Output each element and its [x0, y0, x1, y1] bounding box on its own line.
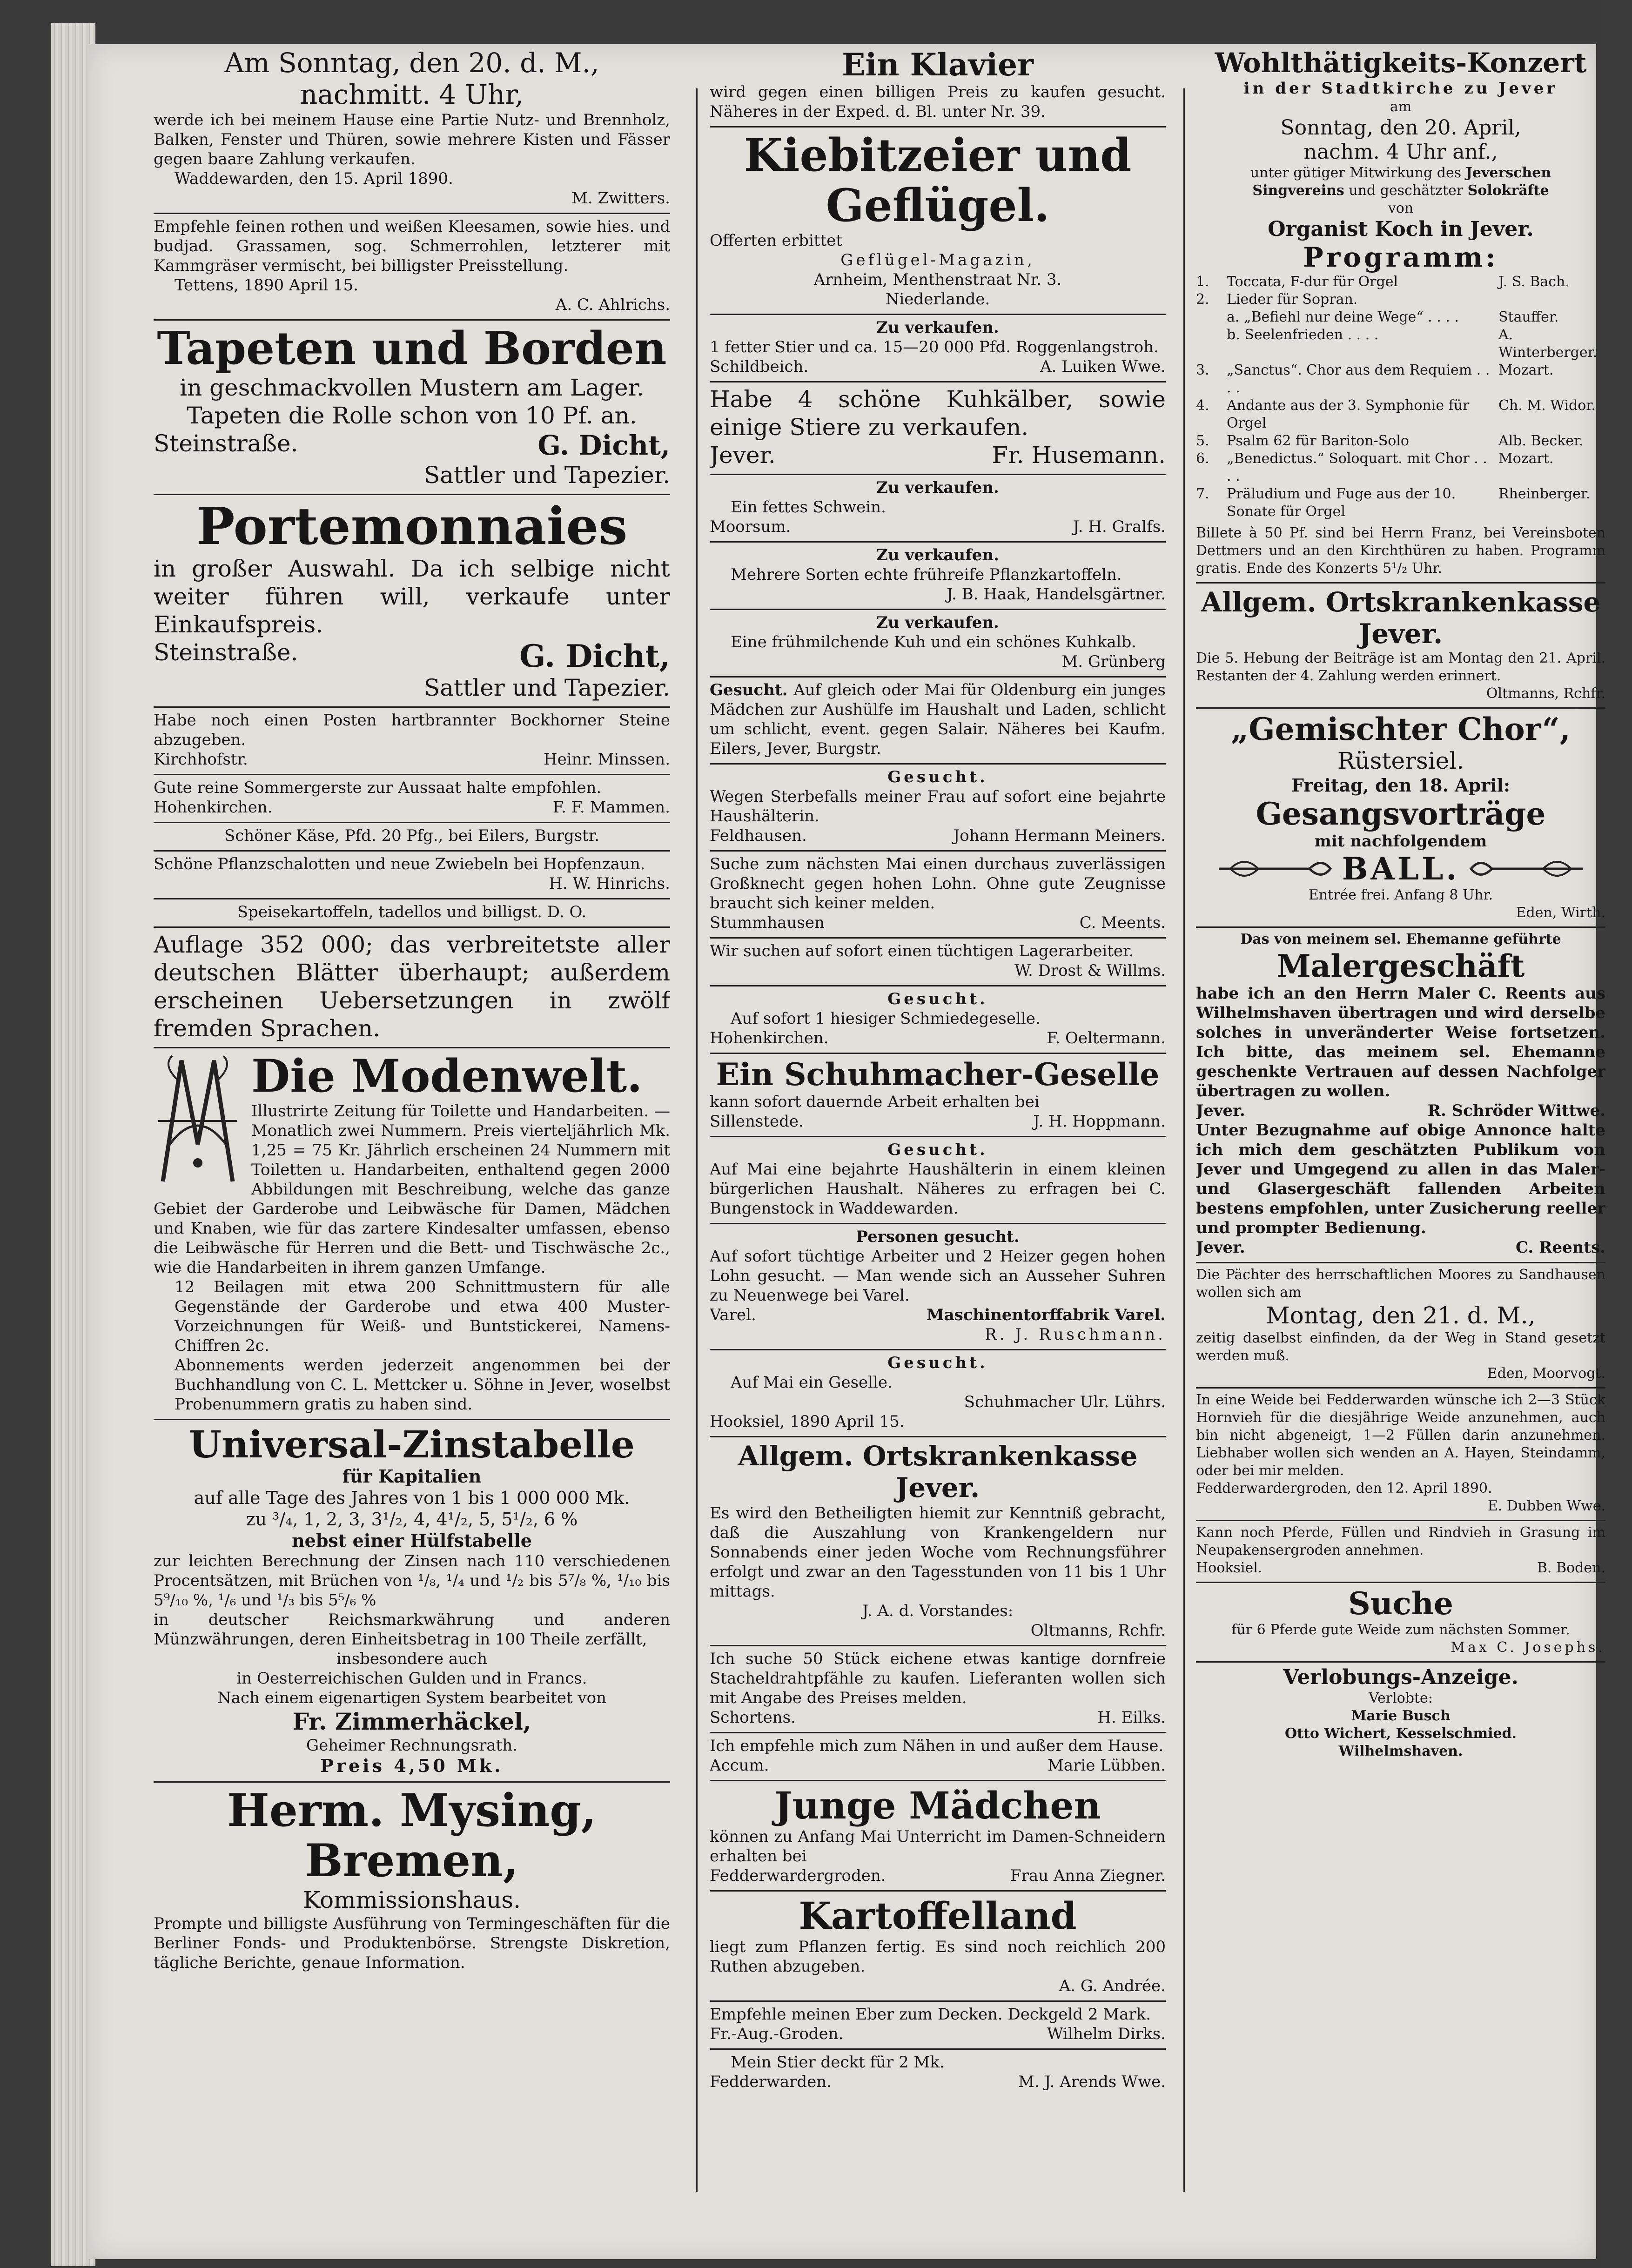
ad-place: Kirchhofstr. — [154, 750, 248, 769]
ad-title: Junge Mädchen — [774, 1784, 1101, 1827]
ad-schwein — [710, 475, 1166, 543]
ad-title: Universal-Zinstabelle — [189, 1423, 635, 1466]
ad-body: Wir suchen auf sofort einen tüchtigen Lagerarbeiter. — [710, 942, 1134, 960]
ad-suche-weide — [1196, 1583, 1605, 1663]
ad-signature: J. H. Gralfs. — [1073, 517, 1166, 536]
ad-stacheldrahtpfaehle — [710, 1646, 1166, 1733]
ad-place: Steinstraße. — [154, 430, 298, 457]
ad-body: Ich empfehle mich zum Nähen in und außer dem Hause. — [710, 1737, 1164, 1755]
ornament-right-icon — [1469, 852, 1585, 885]
ad-signature: H. Eilks. — [1097, 1708, 1166, 1727]
ad-signature: M. Grünberg — [1061, 652, 1166, 671]
program-item — [1196, 362, 1605, 397]
ad-eber — [710, 2002, 1166, 2050]
ad-place: Fedderwardergroden. — [710, 1866, 886, 1885]
ad-author: Fr. Zimmerhäckel, — [292, 1708, 531, 1735]
ball-label: BALL. — [1342, 851, 1460, 887]
ad-place: Hohenkirchen. — [710, 1029, 829, 1047]
ad-body: Ich suche 50 Stück eichene etwas kantige dornfreie Stacheldrahtpfähle zu kaufen. Lieferanten wollen sich mit Angabe des Preises melden. — [710, 1650, 1166, 1707]
ad-line: mit nachfolgendem — [1314, 832, 1487, 851]
ad-signature: C. Reents. — [1515, 1238, 1605, 1257]
ad-kiebitzeier — [710, 127, 1166, 315]
ad-place: Fedderwardergroden, den 12. April 1890. — [1196, 1480, 1492, 1496]
ad-stier-luiken — [710, 315, 1166, 382]
ad-ortskrankenkasse-hebung — [1196, 584, 1605, 709]
ad-line: in Oesterreichischen Gulden und in Francs. — [236, 1669, 587, 1688]
ad-signature: Wilhelm Dirks. — [1047, 2025, 1166, 2043]
ad-author-role: Geheimer Rechnungsrath. — [306, 1736, 518, 1755]
ad-place: Hohenkirchen. — [154, 798, 273, 817]
ad-place: Schildbeich. — [710, 357, 809, 376]
ad-body: Suche zum nächsten Mai einen durchaus zuverlässigen Großknecht gegen hohen Lohn. Ohne gute Zeugnisse braucht sich keiner melden. — [710, 855, 1166, 913]
ad-title: Allgem. Ortskrankenkasse Jever. — [1201, 586, 1601, 650]
ad-body: werde ich bei meinem Hause eine Partie Nutz- und Brennholz, Balken, Fenster und Thüren, sowie mehrere Kisten und Fässer gegen baare Zahlung verkaufen. — [154, 111, 670, 168]
ad-signature: Eden, Wirth. — [1516, 905, 1605, 921]
ad-performer: Organist Koch in Jever. — [1268, 217, 1534, 241]
program-number: 3. — [1196, 362, 1209, 378]
ad-place: Jever. — [710, 442, 776, 469]
ad-body: 1 fetter Stier und ca. 15—20 000 Pfd. Roggenlangstroh. — [710, 338, 1159, 356]
program-composer: Alb. Becker. — [1498, 433, 1584, 449]
ad-line: am — [1390, 99, 1412, 115]
ad-line: in geschmackvollen Mustern am Lager. — [180, 374, 644, 401]
ad-signature: C. Meents. — [1079, 913, 1166, 932]
program-title: „Sanctus“. Chor aus dem Requiem . . . . — [1227, 362, 1490, 396]
program-number: 7. — [1196, 486, 1209, 502]
ad-auflage — [154, 928, 670, 1048]
ad-title: Ein Klavier — [842, 47, 1034, 83]
ad-body: Die 5. Hebung der Beiträge ist am Montag den 21. April. Restanten der 4. Zahlung werden erinnert. — [1196, 650, 1605, 684]
ad-body: Abonnements werden jederzeit angenommen bei der Buchhandlung von C. L. Mettcker u. Söhne in Jever, woselbst Probenummern gratis zu haben sind. — [175, 1356, 670, 1414]
ad-title: Herm. Mysing, Bremen, — [227, 1784, 597, 1887]
ad-kleesamen — [154, 214, 670, 321]
ad-line: Solokräfte — [1467, 182, 1549, 199]
ad-line: zu ³/₄, 1, 2, 3, 3¹/₂, 4, 4¹/₂, 5, 5¹/₂, 6 % — [246, 1509, 578, 1530]
program-composer: J. S. Bach. — [1498, 274, 1570, 290]
ad-signature: Oltmanns, Rchfr. — [1486, 685, 1605, 702]
program-heading: Programm: — [1303, 242, 1498, 273]
ad-line: Das von meinem sel. Ehemanne geführte — [1240, 931, 1561, 947]
ad-gemischter-chor — [1196, 709, 1605, 928]
ad-line: nebst einer Hülfstabelle — [292, 1530, 532, 1551]
ad-body: wird gegen einen billigen Preis zu kaufen gesucht. Näheres in der Exped. d. Bl. unter Nr. 39. — [710, 83, 1166, 121]
ad-moor-paechter — [1196, 1263, 1605, 1389]
ad-signature: G. Dicht, — [519, 638, 670, 674]
ad-name: Otto Wichert, Kesselschmied. — [1285, 1725, 1517, 1742]
ad-body: können zu Anfang Mai Unterricht im Damen-Schneidern erhalten bei — [710, 1827, 1166, 1865]
ad-body: Schöner Käse, Pfd. 20 Pfg., bei Eilers, Burgstr. — [224, 826, 600, 845]
ad-signature: J. A. d. Vorstandes: — [862, 1602, 1014, 1620]
ad-maedchen-oldenburg — [710, 678, 1166, 765]
ad-place: Tettens, 1890 April 15. — [175, 276, 359, 295]
ad-title: Suche — [1348, 1585, 1453, 1622]
ad-heading: Zu verkaufen. — [876, 318, 999, 337]
ad-heading: Gesucht. — [887, 1354, 988, 1372]
ad-line: Offerten erbittet — [710, 231, 843, 250]
column-left — [154, 44, 670, 2194]
ad-schalotten — [154, 852, 670, 899]
ad-malergeschaeft — [1196, 928, 1605, 1263]
ad-modenwelt — [154, 1048, 670, 1420]
ad-lagerarbeiter — [710, 939, 1166, 986]
program-composer: Ch. M. Widor. — [1498, 397, 1596, 414]
ad-heading: nachmitt. 4 Uhr, — [300, 79, 524, 110]
ad-body: In eine Weide bei Fedderwarden wünsche ich 2—3 Stück Hornvieh für die diesjährige Weide anzunehmen, auch bin nicht abgeneigt, 1—2 Füllen darin anzunehmen. Liebhaber wollen sich wenden an A. Hayen, Steindamm, oder bei mir melden. — [1196, 1392, 1605, 1479]
ad-place: Accum. — [710, 1756, 769, 1775]
ad-body: Auf gleich oder Mai für Oldenburg ein junges Mädchen zur Aushülfe im Haushalt und Laden, schlicht um schlicht, event. gegen Salair. Näheres bei Kaufm. Eilers, Jever, Burgstr. — [710, 681, 1166, 758]
program-composer: Stauffer. — [1498, 309, 1559, 325]
ad-body: Eine frühmilchende Kuh und ein schönes Kuhkalb. — [731, 633, 1137, 651]
ad-body: Kann noch Pferde, Füllen und Rindvieh in Grasung im Neupakensergroden annehmen. — [1196, 1524, 1605, 1558]
program-composer: Rheinberger. — [1498, 486, 1591, 502]
ad-signature: F. F. Mammen. — [552, 798, 670, 817]
ad-signature: Marie Lübben. — [1048, 1756, 1166, 1775]
ad-klavier — [710, 44, 1166, 127]
ad-heading: Gesucht. — [887, 768, 988, 786]
ad-subtitle: für Kapitalien — [342, 1466, 482, 1487]
scan-background — [1601, 0, 1632, 2268]
ad-place: Jever. — [1196, 1238, 1245, 1257]
ad-place: Varel. — [710, 1306, 756, 1324]
ad-grasung — [1196, 1521, 1605, 1583]
ad-place: Steinstraße. — [154, 639, 298, 666]
ad-line: Verlobte: — [1369, 1690, 1433, 1706]
ad-title: Die Modenwelt. — [251, 1050, 643, 1102]
ad-line: Singvereins — [1252, 182, 1344, 199]
ad-ortskrankenkasse-auszahlung — [710, 1437, 1166, 1646]
ad-heading: Personen gesucht. — [856, 1228, 1020, 1246]
ad-signature: G. Dicht, — [537, 429, 670, 461]
ad-signature: M. J. Arends Wwe. — [1018, 2073, 1166, 2091]
ad-line: und geschätzter — [1349, 182, 1464, 199]
program-title: „Benedictus.“ Soloquart. mit Chor . . . . — [1227, 450, 1487, 484]
ad-title: Verlobungs-Anzeige. — [1283, 1665, 1518, 1689]
program-item — [1196, 432, 1605, 450]
program-composer: A. Winterberger. — [1498, 327, 1598, 361]
program-item — [1196, 273, 1605, 291]
ad-body: Wegen Sterbefalls meiner Frau auf sofort eine bejahrte Haushälterin. — [710, 787, 1166, 825]
program-item — [1196, 291, 1605, 309]
ad-signature: R. Schröder Wittwe. — [1427, 1101, 1605, 1120]
ad-name: Marie Busch — [1351, 1708, 1451, 1724]
ad-body: habe ich an den Herrn Maler C. Reents aus Wilhelmshaven übertragen und wird derselbe solches in unveränderter Weise fortsetzen. Ich bitte, das meinem sel. Ehemanne geschenkte Vertrauen auf dessen Nachfolger übertragen zu wollen. — [1196, 984, 1605, 1100]
ad-body: liegt zum Pflanzen fertig. Es sind noch reichlich 200 Ruthen abzugeben. — [710, 1938, 1166, 1976]
program-number: 6. — [1196, 450, 1209, 467]
ad-footer: Entrée frei. Anfang 8 Uhr. — [1308, 887, 1493, 903]
program-item — [1196, 485, 1605, 521]
ad-body: Auf sofort tüchtige Arbeiter und 2 Heizer gegen hohen Lohn gesucht. — Man wende sich an Ausseher Suhren zu Neuenwege bei Varel. — [710, 1247, 1166, 1305]
ornament-left-icon — [1216, 852, 1333, 885]
ad-place: Hooksiel. — [1196, 1560, 1263, 1576]
ad-address: Niederlande. — [885, 290, 990, 309]
ad-personen-gesucht — [710, 1224, 1166, 1350]
ad-kartoffelland — [710, 1892, 1166, 2002]
ad-time: nachm. 4 Uhr anf., — [1303, 140, 1498, 164]
ad-footer: Billete à 50 Pf. sind bei Herrn Franz, bei Vereinsboten Dettmers und an den Kirchthüren zu haben. Programm gratis. Ende des Konzerts 5¹/₂ Uhr. — [1196, 525, 1605, 577]
program-list — [1196, 273, 1605, 521]
program-number: 2. — [1196, 291, 1209, 308]
program-number: 5. — [1196, 433, 1209, 449]
program-item — [1196, 397, 1605, 432]
ad-junge-maedchen — [710, 1781, 1166, 1892]
ad-title: Kartoffelland — [799, 1894, 1077, 1938]
ad-place: Schortens. — [710, 1708, 796, 1727]
ad-body: für 6 Pferde gute Weide zum nächsten Sommer. — [1231, 1622, 1570, 1638]
ad-weide-fedderwarden — [1196, 1389, 1605, 1521]
ad-body: Mehrere Sorten echte frühreife Pflanzkartoffeln. — [731, 565, 1122, 584]
ad-haushaelterin-meiners — [710, 765, 1166, 852]
ad-title: Ein Schuhmacher-Geselle — [716, 1056, 1160, 1093]
ad-body: Empfehle feinen rothen und weißen Kleesamen, sowie hies. und budjad. Grassamen, sog. Schmerrohlen, letzterer mit Kammgräser vermischt, bei billigster Preisstellung. — [154, 217, 670, 275]
ad-signature: J. H. Hoppmann. — [1033, 1112, 1166, 1131]
ad-price: Preis 4,50 Mk. — [320, 1755, 504, 1776]
ad-body: Gute reine Sommergerste zur Aussaat halte empfohlen. — [154, 778, 602, 797]
ad-mysing — [154, 1783, 670, 1977]
program-item — [1196, 309, 1605, 326]
ad-signature: Max C. Josephs. — [1451, 1639, 1605, 1656]
ad-place: Sillenstede. — [710, 1112, 804, 1131]
ad-signature: W. Drost & Willms. — [1014, 961, 1166, 980]
program-number — [1196, 309, 1224, 326]
ad-firm: Maschinentorffabrik Varel. — [926, 1306, 1166, 1324]
ad-signature: Eden, Moorvogt. — [1487, 1365, 1605, 1382]
ad-pflanzkartoffeln — [710, 543, 1166, 610]
ad-heading: Gesucht. — [710, 681, 788, 699]
column-middle — [710, 44, 1166, 2194]
ad-signature: F. Oeltermann. — [1047, 1029, 1166, 1047]
ad-title: „Gemischter Chor“, — [1231, 711, 1571, 747]
ad-body: Unter Bezugnahme auf obige Annonce halte ich mich dem geschätzten Publikum von Jever und Umgegend zu allen in das Maler- und Glasergeschäft fallenden Arbeiten bestens empfohlen, unter Zusicherung reeller und prompter Bedienung. — [1196, 1121, 1605, 1237]
ad-heading: Zu verkaufen. — [876, 613, 999, 632]
ad-sommergerste — [154, 775, 670, 823]
ad-zinstabelle — [154, 1420, 670, 1783]
ad-title: Wohlthätigkeits-Konzert — [1215, 47, 1587, 79]
ad-body: zeitig daselbst einfinden, da der Weg in Stand gesetzt werden muß. — [1196, 1330, 1605, 1364]
ad-heading: Gesucht. — [887, 1141, 988, 1159]
ad-grossknecht — [710, 852, 1166, 939]
column-rule — [1183, 88, 1185, 2192]
ad-body: Habe noch einen Posten hartbrannter Bockhorner Steine abzugeben. — [154, 711, 670, 749]
ad-date: Sonntag, den 20. April, — [1280, 116, 1521, 140]
ad-body: Schöne Pflanzschalotten und neue Zwiebeln bei Hopfenzaun. — [154, 855, 645, 873]
ad-kuh-gruenberg — [710, 610, 1166, 678]
program-item — [1196, 450, 1605, 485]
ad-body: Speisekartoffeln, tadellos und billigst. D. O. — [237, 903, 587, 921]
program-title: Andante aus der 3. Symphonie für Orgel — [1227, 397, 1470, 431]
ad-body: kann sofort dauernde Arbeit erhalten bei — [710, 1093, 1040, 1111]
ad-place: Wilhelmshaven. — [1338, 1743, 1463, 1759]
program-composer: Mozart. — [1498, 362, 1554, 378]
ad-place: Feldhausen. — [710, 826, 807, 845]
ad-signature: Frau Anna Ziegner. — [1010, 1866, 1166, 1885]
ad-line: in deutscher Reichsmarkwährung und anderen Münzwährungen, deren Einheitsbetrag in 100 Theile zerfällt, — [154, 1610, 670, 1649]
ad-signature: B. Boden. — [1537, 1560, 1605, 1576]
ad-line: unter gütiger Mitwirkung des — [1250, 165, 1462, 181]
ad-line: zur leichten Berechnung der Zinsen nach 110 verschiedenen Procentsätzen, mit Brüchen von ¹/₈, ¹/₄ und ¹/₂ bis 5⁷/₈ %, ¹/₁₀ bis 5⁹/₁₀ %, ¹/₆ und ¹/₃ bis 5⁵/₆ % — [154, 1552, 670, 1610]
program-composer — [1498, 291, 1605, 309]
ad-body: Prompte und billigste Ausführung von Termingeschäften für die Berliner Fonds- und Produktenbörse. Strengste Diskretion, tägliche Berichte, genaue Information. — [154, 1914, 670, 1972]
program-title: Lieder für Sopran. — [1227, 291, 1358, 308]
ad-body: Auf sofort 1 hiesiger Schmiedegeselle. — [731, 1009, 1041, 1028]
ad-address: Arnheim, Menthenstraat Nr. 3. — [813, 270, 1062, 289]
ad-place: Jever. — [1196, 1101, 1245, 1120]
column-rule — [696, 88, 698, 2192]
program-number: 1. — [1196, 274, 1209, 290]
ad-heading: Zu verkaufen. — [876, 478, 999, 497]
ad-title: Kiebitzeier und Geflügel. — [744, 129, 1132, 232]
ad-title: Allgem. Ortskrankenkasse Jever. — [738, 1440, 1138, 1503]
ad-speisekartoffeln — [154, 899, 670, 928]
ad-signature: A. G. Andrée. — [1059, 1977, 1166, 1995]
ad-signature: A. C. Ahlrichs. — [555, 295, 670, 314]
program-number — [1196, 326, 1224, 362]
ad-signature: Heinr. Minssen. — [544, 750, 670, 769]
ad-body: Mein Stier deckt für 2 Mk. — [731, 2053, 945, 2072]
ad-heading: Gesucht. — [887, 990, 988, 1008]
ad-title: Tapeten und Borden — [157, 322, 667, 375]
ad-verlobung — [1196, 1663, 1605, 1765]
ad-body: Auf Mai eine bejahrte Haushälterin in einem kleinen bürgerlichen Haushalt. Näheres zu erfragen bei C. Bungenstock in Waddewarden. — [710, 1160, 1166, 1218]
ad-line: von — [1388, 200, 1414, 216]
ad-place: Fr.-Aug.-Groden. — [710, 2025, 844, 2043]
ad-subtitle: Gesangsvorträge — [1256, 796, 1546, 832]
program-title: a. „Befiehl nur deine Wege“ . . . . — [1227, 309, 1459, 325]
ad-line: Jeverschen — [1465, 165, 1551, 181]
program-item — [1196, 326, 1605, 362]
ad-schmiedegeselle — [710, 986, 1166, 1054]
ad-trade: Sattler und Tapezier. — [423, 462, 670, 489]
ad-signature: J. B. Haak, Handelsgärtner. — [947, 585, 1166, 604]
ad-subtitle: Kommissionshaus. — [303, 1886, 521, 1913]
program-title: b. Seelenfrieden . . . . — [1227, 327, 1379, 343]
ad-date: Freitag, den 18. April: — [1291, 775, 1511, 796]
ad-naehen — [710, 1733, 1166, 1781]
ad-address: Geflügel-Magazin, — [840, 251, 1035, 269]
ad-body: Illustrirte Zeitung für Toilette und Handarbeiten. — Monatlich zwei Nummern. Preis vierteljährlich Mk. 1,25 = 75 Kr. Jährlich erscheinen 24 Nummern mit Toiletten u. Handarbeiten, enthaltend gegen 2000 Abbildungen mit Beschreibung, welche das ganze Gebiet der Garderobe und Leibwäsche für Damen, Mädchen und Knaben, wie für das zartere Kindesalter umfassen, ebenso die Leibwäsche für Herren und die Bett- und Tischwäsche 2c., wie die Handarbeiten in ihrem ganzen Umfange. — [154, 1102, 670, 1277]
ad-place: Stummhausen — [710, 913, 825, 932]
column-right — [1196, 44, 1605, 2194]
ad-line: in der Stadtkirche zu Jever — [1243, 79, 1558, 98]
ad-signature: H. W. Hinrichs. — [549, 874, 670, 893]
ad-steine — [154, 708, 670, 775]
program-number: 4. — [1196, 397, 1209, 414]
ad-signature: R. J. Ruschmann. — [985, 1325, 1166, 1344]
ad-place: Hooksiel, 1890 April 15. — [710, 1412, 905, 1431]
program-composer: Mozart. — [1498, 450, 1554, 467]
ad-date: Montag, den 21. d. M., — [1266, 1302, 1536, 1329]
ad-body: Empfehle meinen Eber zum Decken. Deckgeld 2 Mark. — [710, 2005, 1151, 2024]
program-title: Toccata, F-dur für Orgel — [1227, 274, 1398, 290]
ad-place: Waddewarden, den 15. April 1890. — [175, 169, 453, 188]
ad-geselle-luehrs — [710, 1350, 1166, 1437]
ad-body: Auflage 352 000; das verbreitetste aller deutschen Blätter überhaupt; außerdem erscheinen Uebersetzungen in zwölf fremden Sprachen. — [154, 931, 670, 1042]
ad-kuhkaelber — [710, 382, 1166, 475]
ad-place: Fedderwarden. — [710, 2073, 832, 2091]
ad-heading: Zu verkaufen. — [876, 546, 999, 564]
ad-tapeten — [154, 321, 670, 495]
ad-line: auf alle Tage des Jahres von 1 bis 1 000 000 Mk. — [194, 1488, 630, 1508]
ad-body: 12 Beilagen mit etwa 200 Schnittmustern für alle Gegenstände der Garderobe und etwa 400 Muster-Vorzeichnungen für Weiß- und Buntstickerei, Namens-Chiffren 2c. — [175, 1278, 670, 1355]
ad-line: Nach einem eigenartigen System bearbeitet von — [217, 1689, 607, 1707]
ad-schuhmacher-geselle — [710, 1054, 1166, 1137]
ad-stier-arends — [710, 2050, 1166, 2096]
ad-body: Die Pächter des herrschaftlichen Moores zu Sandhausen wollen sich am — [1196, 1267, 1605, 1301]
ad-line: insbesondere auch — [336, 1650, 488, 1668]
ad-portemonnaies — [154, 495, 670, 708]
ad-heading: Am Sonntag, den 20. d. M., — [224, 47, 599, 79]
ad-signature: Johann Hermann Meiners. — [953, 826, 1166, 845]
ad-signature: M. Zwitters. — [571, 189, 670, 208]
modenwelt-logo-icon — [154, 1051, 242, 1186]
ad-signature: Fr. Husemann. — [992, 442, 1166, 469]
ad-signature: Oltmanns, Rchfr. — [1030, 1621, 1166, 1640]
ad-line: Tapeten die Rolle schon von 10 Pf. an. — [187, 402, 637, 429]
ad-title: Malergeschäft — [1276, 948, 1525, 984]
ad-trade: Sattler und Tapezier. — [423, 674, 670, 701]
ad-title: Portemonnaies — [196, 496, 628, 556]
ad-body: Es wird den Betheiligten hiemit zur Kenntniß gebracht, daß die Auszahlung von Krankengeldern nur Sonnabends einer jeden Woche vom Rechnungsführer erfolgt und zwar an den Tagesstunden von 11 bis 1 Uhr mittags. — [710, 1504, 1166, 1601]
ad-body: Ein fettes Schwein. — [731, 498, 886, 517]
ad-body: Auf Mai ein Geselle. — [731, 1373, 893, 1392]
program-title: Psalm 62 für Bariton-Solo — [1227, 433, 1409, 449]
ad-signature: A. Luiken Wwe. — [1040, 357, 1166, 376]
ad-signature: E. Dubben Wwe. — [1487, 1498, 1605, 1514]
ad-place: Rüstersiel. — [1337, 747, 1464, 774]
ad-wohlthaetigkeits-konzert — [1196, 44, 1605, 584]
ad-body: Habe 4 schöne Kuhkälber, sowie einige Stiere zu verkaufen. — [710, 386, 1166, 441]
ad-kaese — [154, 823, 670, 852]
ad-place: Moorsum. — [710, 517, 791, 536]
ad-signature: Schuhmacher Ulr. Lührs. — [964, 1393, 1166, 1411]
ad-auction-zwitters — [154, 44, 670, 214]
program-title: Präludium und Fuge aus der 10. Sonate für Orgel — [1227, 486, 1456, 520]
ad-body: in großer Auswahl. Da ich selbige nicht weiter führen will, verkaufe unter Einkaufspreis. — [154, 555, 670, 638]
ad-haushaelterin-mai — [710, 1137, 1166, 1224]
